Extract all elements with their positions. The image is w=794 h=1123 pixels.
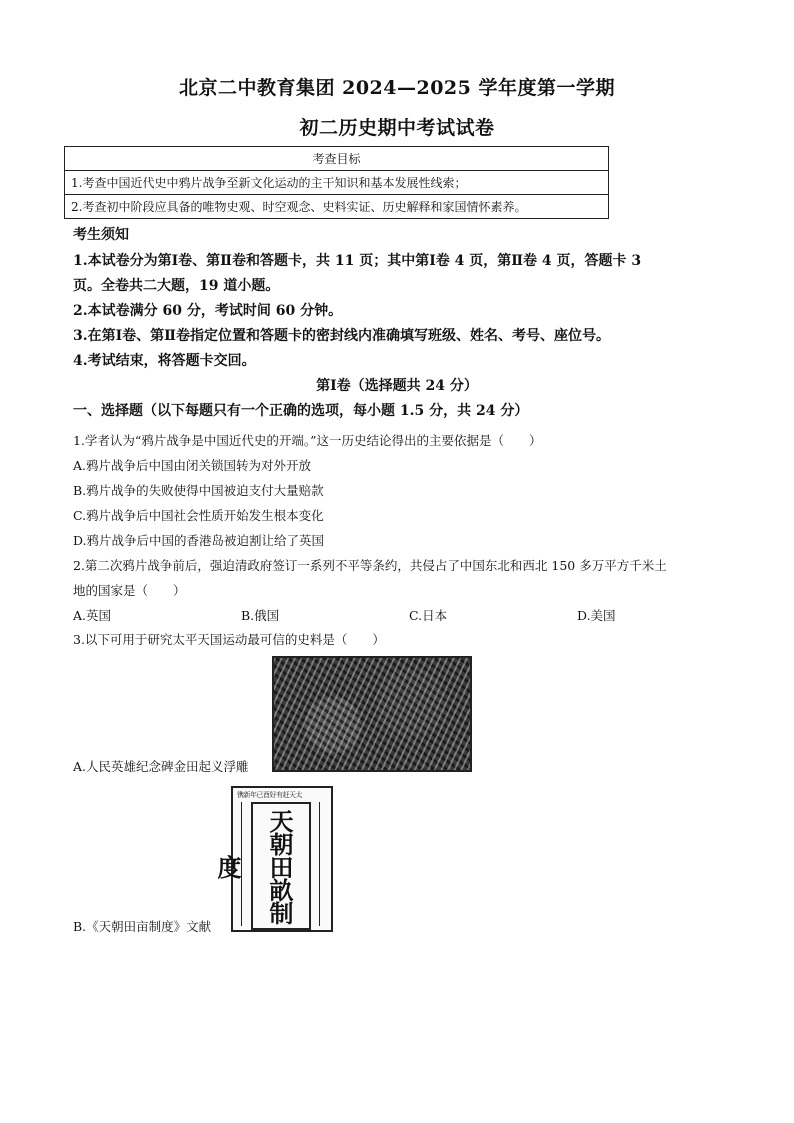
exam-title-line1: 北京二中教育集团 2024—2025 学年度第一学期 [179, 77, 615, 99]
notice-line-1: 1.本试卷分为第Ⅰ卷、第Ⅱ卷和答题卡，共 11 页；其中第Ⅰ卷 4 页，第Ⅱ卷 4 页，答题卡 3 [73, 253, 642, 269]
q2-option-b: B.俄国 [241, 608, 280, 623]
section-heading: 一、选择题（以下每题只有一个正确的选项，每小题 1.5 分，共 24 分） [73, 403, 529, 419]
q2-option-a: A.英国 [73, 608, 112, 623]
q1-option-d: D.鸦片战争后中国的香港岛被迫割让给了英国 [73, 533, 325, 548]
part1-heading: 第Ⅰ卷（选择题共 24 分） [316, 378, 478, 394]
notice-heading: 考生须知 [73, 227, 129, 243]
exam-title-line2: 初二历史期中考试试卷 [299, 117, 495, 139]
q2-option-c: C.日本 [409, 608, 448, 623]
goals-heading: 考查目标 [65, 147, 609, 171]
q3-option-b: B.《天朝田亩制度》文献 [73, 919, 212, 934]
q1-stem: 1.学者认为“鸦片战争是中国近代史的开端。”这一历史结论得出的主要依据是（ ） [73, 433, 542, 448]
q3-option-a: A.人民英雄纪念碑金田起义浮雕 [73, 759, 249, 774]
notice-line-2: 页。全卷共二大题，19 道小题。 [73, 278, 280, 294]
q1-option-a: A.鸦片战争后中国由闭关锁国转为对外开放 [73, 458, 312, 473]
q2-option-d: D.美国 [577, 608, 616, 623]
q3-stem: 3.以下可用于研究太平天国运动最可信的史料是（ ） [73, 632, 385, 647]
tianchao-tianmu-document-image [213, 786, 333, 932]
q1-option-b: B.鸦片战争的失败使得中国被迫支付大量赔款 [73, 483, 324, 498]
goals-table [64, 146, 609, 219]
jintian-uprising-relief-image [272, 656, 472, 772]
doc-title-text: 天朝田畝制度 [213, 808, 294, 924]
q2-stem-line2: 地的国家是（ ） [73, 583, 186, 598]
goal-item-1: 1.考查中国近代史中鸦片战争至新文化运动的主干知识和基本发展性线索； [65, 171, 609, 195]
notice-line-4: 3.在第Ⅰ卷、第Ⅱ卷指定位置和答题卡的密封线内准确填写班级、姓名、考号、座位号。 [73, 328, 610, 344]
q1-option-c: C.鸦片战争后中国社会性质开始发生根本变化 [73, 508, 324, 523]
goal-item-2: 2.考查初中阶段应具备的唯物史观、时空观念、史料实证、历史解释和家国情怀素养。 [65, 195, 609, 219]
notice-line-5: 4.考试结束，将答题卡交回。 [73, 353, 256, 369]
doc-header-text: 镌新年已酉好有赶天太 [237, 791, 302, 799]
notice-line-3: 2.本试卷满分 60 分，考试时间 60 分钟。 [73, 303, 343, 319]
q2-stem-line1: 2.第二次鸦片战争前后，强迫清政府签订一系列不平等条约，共侵占了中国东北和西北 150 多万平方千米土 [73, 558, 667, 573]
